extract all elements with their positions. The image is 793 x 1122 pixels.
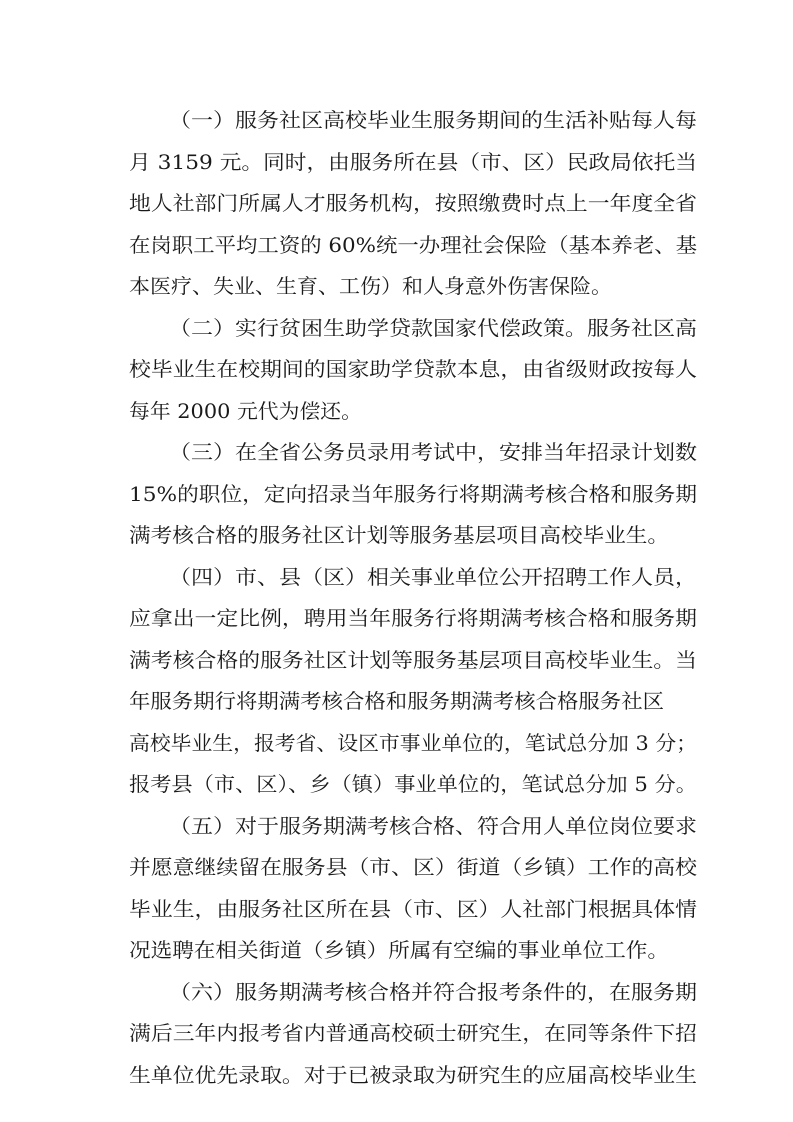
text-line-6: （二）实行贫困生助学贷款国家代偿政策。服务社区高	[169, 316, 697, 340]
text-line-20: 毕业生，由服务社区所在县（市、区）人社部门根据具体情	[129, 897, 697, 921]
text-line-5: 本医疗、失业、生育、工伤）和人身意外伤害保险。	[129, 274, 612, 298]
text-line-1: （一）服务社区高校毕业生服务期间的生活补贴每人每	[169, 108, 697, 132]
text-line-4: 在岗职工平均工资的 60%统一办理社会保险（基本养老、基	[129, 233, 698, 257]
text-line-18: （五）对于服务期满考核合格、符合用人单位岗位要求	[169, 814, 697, 838]
text-line-21: 况选聘在相关街道（乡镇）所属有空编的事业单位工作。	[129, 938, 669, 962]
text-line-10: 15%的职位，定向招录当年服务行将期满考核合格和服务期	[129, 482, 697, 506]
text-line-8: 每年 2000 元代为偿还。	[129, 399, 362, 423]
text-line-3: 地人社部门所属人才服务机构，按照缴费时点上一年度全省	[129, 191, 697, 215]
text-line-12: （四）市、县（区）相关事业单位公开招聘工作人员，	[169, 565, 697, 589]
text-line-7: 校毕业生在校期间的国家助学贷款本息，由省级财政按每人	[129, 357, 697, 381]
text-line-24: 生单位优先录取。对于已被录取为研究生的应届高校毕业生	[129, 1063, 697, 1087]
text-line-17: 报考县（市、区）、乡（镇）事业单位的，笔试总分加 5 分。	[129, 772, 698, 796]
text-line-23: 满后三年内报考省内普通高校硕士研究生，在同等条件下招	[129, 1021, 697, 1045]
text-line-22: （六）服务期满考核合格并符合报考条件的，在服务期	[169, 980, 697, 1004]
text-line-15: 年服务期行将期满考核合格和服务期满考核合格服务社区	[129, 689, 664, 713]
text-line-2: 月 3159 元。同时，由服务所在县（市、区）民政局依托当	[129, 150, 697, 174]
text-line-16: 高校毕业生，报考省、设区市事业单位的，笔试总分加 3 分；	[129, 731, 697, 755]
text-line-13: 应拿出一定比例，聘用当年服务行将期满考核合格和服务期	[129, 606, 697, 630]
text-line-14: 满考核合格的服务社区计划等服务基层项目高校毕业生。当	[129, 648, 697, 672]
text-line-11: 满考核合格的服务社区计划等服务基层项目高校毕业生。	[129, 523, 669, 547]
text-line-9: （三）在全省公务员录用考试中，安排当年招录计划数	[169, 440, 697, 464]
text-line-19: 并愿意继续留在服务县（市、区）街道（乡镇）工作的高校	[129, 855, 697, 879]
